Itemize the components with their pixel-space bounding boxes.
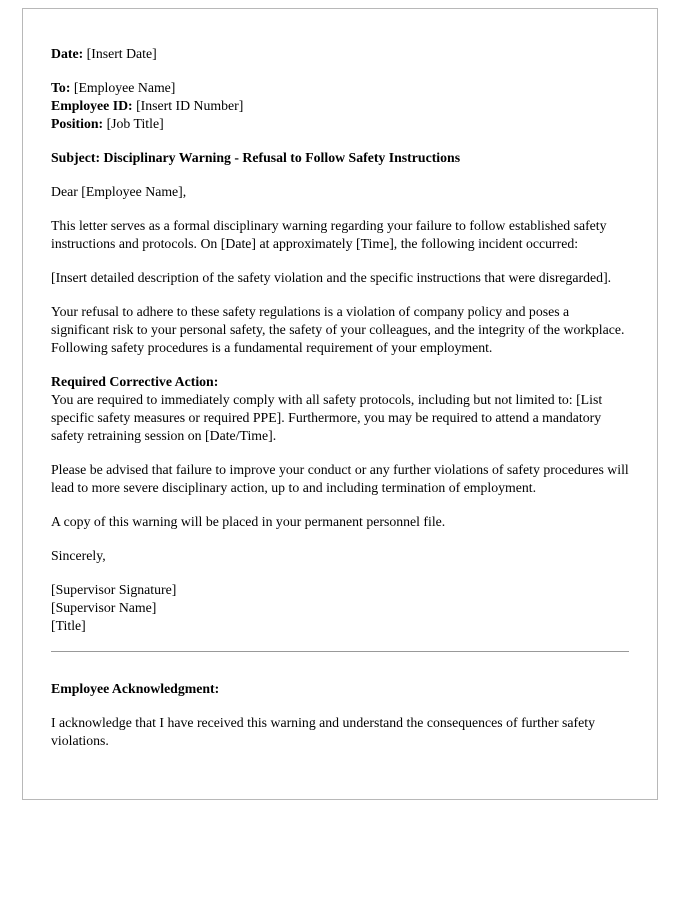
- position-value: [Job Title]: [103, 116, 164, 131]
- paragraph-consequences: Please be advised that failure to improve your conduct or any further violations of safety procedures will lead to more severe disciplinary action, up to and including termination of employment.: [51, 462, 629, 495]
- to-label: To:: [51, 80, 71, 95]
- employee-id-value: [Insert ID Number]: [132, 98, 244, 113]
- paragraph-incident-placeholder: [Insert detailed description of the safety violation and the specific instructions that were disregarded].: [51, 270, 612, 285]
- signature-name: [Supervisor Name]: [51, 600, 157, 615]
- recipient-block: [51, 79, 629, 133]
- letter-page: [22, 8, 658, 800]
- date-label: Date:: [51, 46, 84, 61]
- corrective-action-block: [51, 373, 629, 445]
- acknowledgment-heading: Employee Acknowledgment:: [51, 681, 220, 696]
- position-label: Position:: [51, 116, 104, 131]
- corrective-action-heading: Required Corrective Action:: [51, 374, 219, 389]
- employee-id-line: [51, 97, 629, 115]
- signature-line: [Supervisor Signature]: [51, 582, 177, 597]
- section-divider: [51, 651, 629, 652]
- salutation: Dear [Employee Name],: [51, 184, 187, 199]
- employee-id-label: Employee ID:: [51, 98, 133, 113]
- date-line: [51, 45, 629, 63]
- to-line: [51, 79, 629, 97]
- date-value: [Insert Date]: [83, 46, 157, 61]
- paragraph-violation: Your refusal to adhere to these safety regulations is a violation of company policy and poses a significant risk to your personal safety, the safety of your colleagues, and the integrity of the workplace. Following safety procedures is a fundamental requirement of your employment.: [51, 304, 625, 355]
- signature-block: [51, 581, 629, 635]
- acknowledgment-body: I acknowledge that I have received this warning and understand the consequences of further safety violations.: [51, 715, 595, 748]
- paragraph-intro: This letter serves as a formal disciplinary warning regarding your failure to follow established safety instructions and protocols. On [Date] at approximately [Time], the following incident occurred:: [51, 218, 607, 251]
- position-line: [51, 115, 629, 133]
- signature-title: [Title]: [51, 618, 86, 633]
- closing: Sincerely,: [51, 548, 106, 563]
- paragraph-personnel-file: A copy of this warning will be placed in your permanent personnel file.: [51, 514, 446, 529]
- subject-line: Subject: Disciplinary Warning - Refusal to Follow Safety Instructions: [51, 150, 461, 165]
- corrective-action-body: You are required to immediately comply with all safety protocols, including but not limited to: [List specific safety measures or required PPE]. Furthermore, you may be required to attend a mandatory safety retraining session on [Date/Time].: [51, 392, 603, 443]
- to-value: [Employee Name]: [70, 80, 176, 95]
